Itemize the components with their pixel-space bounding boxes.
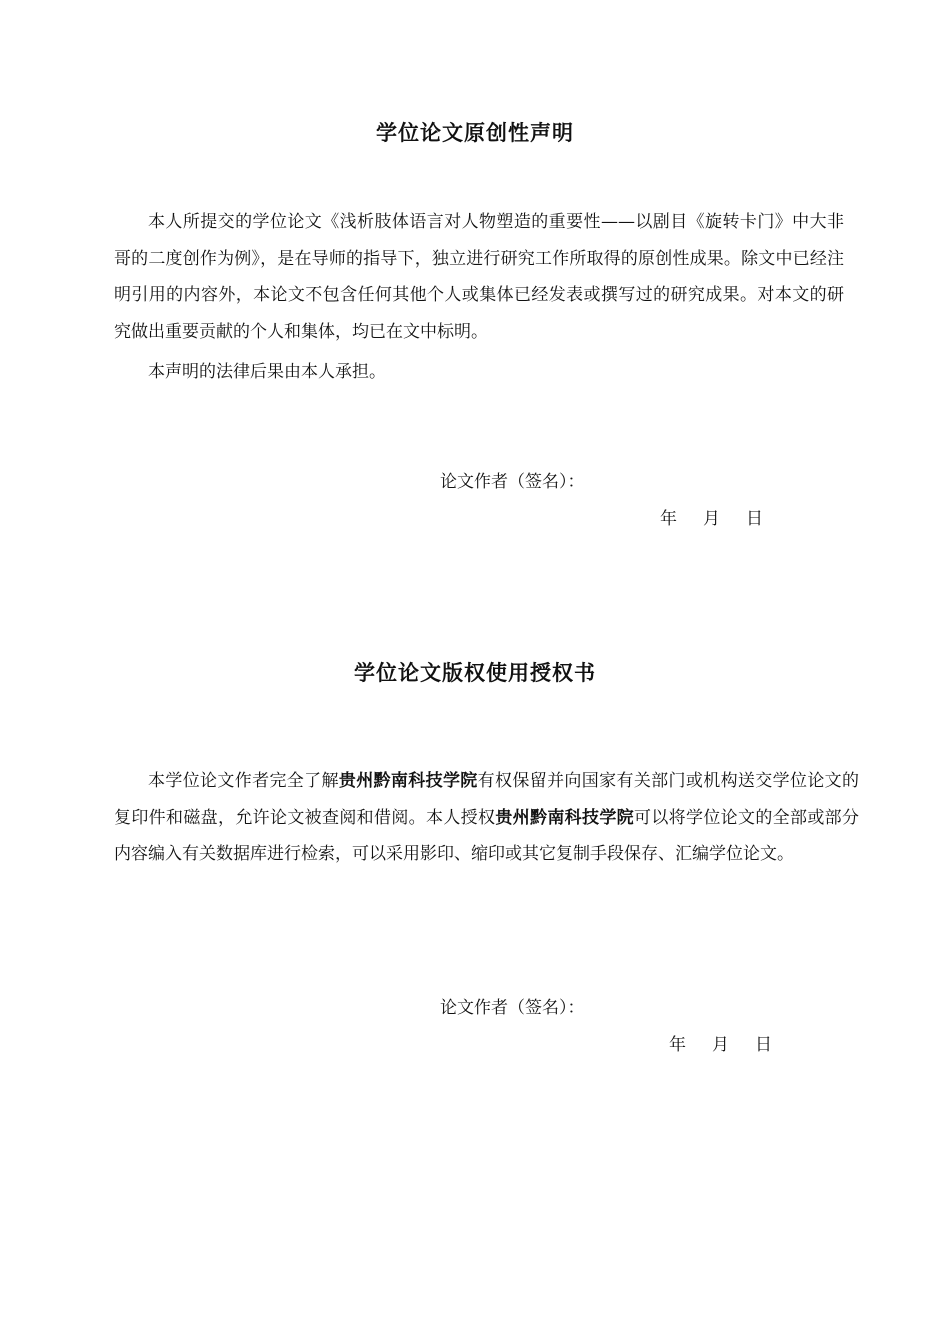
originality-declaration-title: 学位论文原创性声明: [376, 121, 574, 145]
institution-name: 贵州黔南科技学院: [338, 771, 478, 791]
authorization-text-part1: 本学位论文作者完全了解: [148, 771, 339, 791]
declaration-legal-paragraph: 本声明的法律后果由本人承担。: [148, 362, 386, 382]
date-year: 年: [660, 509, 677, 529]
authorization-text-part2: 有权保留并向国家有关部门或机构送交学位论文的复印件和磁盘，允许论文被查阅和借阅。本人授权: [114, 771, 860, 828]
authorization-paragraph: [114, 763, 859, 873]
author-signature-label: 论文作者（签名）：: [440, 998, 585, 1018]
date-year: 年: [669, 1035, 686, 1055]
author-signature-label: 论文作者（签名）：: [440, 472, 585, 492]
date-day: 日: [755, 1035, 772, 1055]
signature-date: [669, 1030, 772, 1055]
date-day: 日: [746, 509, 763, 529]
signature-date: [660, 504, 763, 529]
date-month: 月: [712, 1035, 729, 1055]
declaration-paragraph: 本人所提交的学位论文《浅析肢体语言对人物塑造的重要性——以剧目《旋转卡门》中大非哥的二度创作为例》，是在导师的指导下，独立进行研究工作所取得的原创性成果。除文中已经注明引用的内容外，本论文不包含任何其他个人或集体已经发表或撰写过的研究成果。对本文的研究做出重要贡献的个人和集体，均已在文中标明。: [114, 212, 844, 342]
copyright-authorization-title: 学位论文版权使用授权书: [354, 661, 596, 685]
date-month: 月: [703, 509, 720, 529]
institution-name: 贵州黔南科技学院: [495, 807, 635, 828]
authorization-text-part3: 可以将学位论文的全部或部分内容编入有关数据库进行检索，可以采用影印、缩印或其它复制手段保存、汇编学位论文。: [114, 807, 860, 864]
